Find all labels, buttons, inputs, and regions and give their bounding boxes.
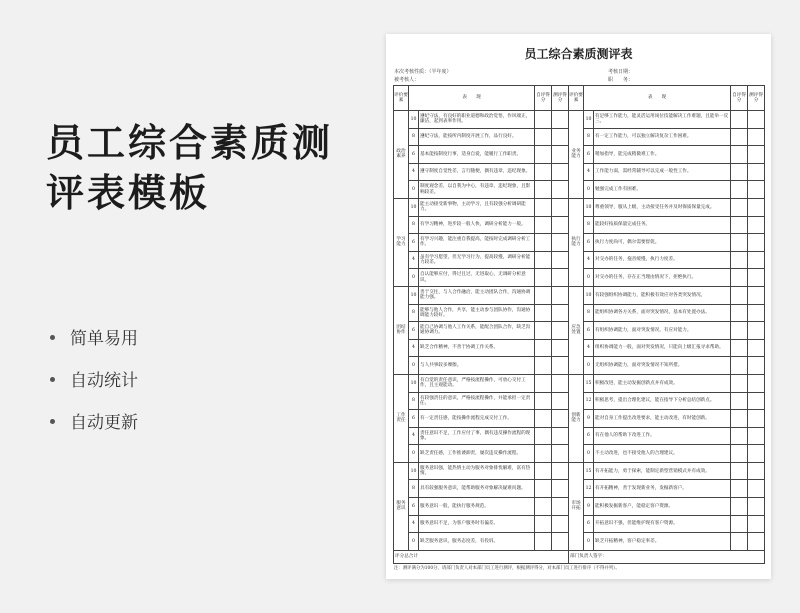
performance-description: 执行力度尚可，偶尔需要督促。 bbox=[594, 234, 731, 252]
self-score-cell bbox=[535, 480, 552, 498]
score-value: 4 bbox=[409, 163, 419, 181]
score-value: 0 bbox=[409, 269, 419, 287]
eval-score-cell bbox=[552, 216, 569, 234]
table-row bbox=[394, 462, 765, 480]
eval-score-cell bbox=[552, 304, 569, 322]
performance-description: 与人共事较多摩擦。 bbox=[419, 357, 535, 375]
score-value: 15 bbox=[584, 462, 594, 480]
eval-score-cell bbox=[748, 498, 765, 516]
score-value: 10 bbox=[584, 111, 594, 129]
score-value: 10 bbox=[409, 374, 419, 392]
category-name: 政治素养 bbox=[394, 111, 409, 199]
eval-score-cell bbox=[552, 374, 569, 392]
self-score-cell bbox=[535, 269, 552, 287]
eval-score-cell bbox=[552, 198, 569, 216]
self-score-cell bbox=[535, 445, 552, 463]
self-score-cell bbox=[535, 286, 552, 304]
eval-score-cell bbox=[748, 251, 765, 269]
performance-description: 不主动改进，也不接受他人的合理建议。 bbox=[594, 445, 731, 463]
score-value: 15 bbox=[584, 374, 594, 392]
self-score-cell bbox=[731, 515, 748, 533]
self-score-cell bbox=[731, 322, 748, 340]
eval-score-cell bbox=[552, 111, 569, 129]
score-value: 4 bbox=[409, 515, 419, 533]
self-score-cell bbox=[535, 357, 552, 375]
table-footer-row bbox=[394, 550, 765, 563]
score-value: 4 bbox=[409, 427, 419, 445]
score-value: 0 bbox=[409, 357, 419, 375]
score-value: 6 bbox=[409, 322, 419, 340]
banner-title bbox=[46, 118, 366, 218]
eval-score-cell bbox=[748, 286, 765, 304]
category-name: 创新能力 bbox=[569, 374, 584, 462]
document-title: 员工综合素质测评表 bbox=[524, 47, 633, 61]
performance-description: 组织协调能力一般，面对突发情况，只能向上级汇报寻求帮助。 bbox=[594, 339, 731, 357]
bullet-icon bbox=[50, 335, 55, 340]
score-value: 0 bbox=[409, 533, 419, 551]
self-score-cell bbox=[731, 269, 748, 287]
performance-description: 有在他人的帮助下改进工作。 bbox=[594, 427, 731, 445]
performance-description: 服务意识强，能热情主动为服务对象排忧解难，富有热情。 bbox=[419, 462, 535, 480]
eval-score-cell bbox=[748, 181, 765, 199]
eval-score-cell bbox=[748, 198, 765, 216]
performance-description: 有组织协调能力，面对突发情况，有应对能力。 bbox=[594, 322, 731, 340]
assessment-nature: 本次考核性质：（半年度） bbox=[394, 69, 452, 75]
performance-description: 有较强组织协调能力，能积极有效应对各类突发情况。 bbox=[594, 286, 731, 304]
eval-score-cell bbox=[748, 304, 765, 322]
self-score-cell bbox=[535, 533, 552, 551]
performance-description: 有学习精神，进步较一般人快，调研分析能力一般。 bbox=[419, 216, 535, 234]
self-score-cell bbox=[535, 515, 552, 533]
eval-score-cell bbox=[552, 533, 569, 551]
score-value: 0 bbox=[584, 357, 594, 375]
eval-score-cell bbox=[748, 128, 765, 146]
eval-score-cell bbox=[552, 392, 569, 410]
feature-label: 自动更新 bbox=[70, 413, 138, 433]
eval-score-cell bbox=[552, 322, 569, 340]
category-name: 团结协作 bbox=[394, 286, 409, 374]
score-value: 6 bbox=[409, 498, 419, 516]
header-self-score: 自评得分 bbox=[535, 86, 552, 111]
self-score-cell bbox=[535, 198, 552, 216]
score-value: 4 bbox=[584, 251, 594, 269]
self-score-cell bbox=[731, 357, 748, 375]
header-eval-score: 测评得分 bbox=[748, 86, 765, 111]
self-score-cell bbox=[731, 198, 748, 216]
score-value: 8 bbox=[584, 216, 594, 234]
table-row bbox=[394, 374, 765, 392]
self-score-cell bbox=[535, 462, 552, 480]
score-value: 8 bbox=[409, 128, 419, 146]
score-value: 8 bbox=[409, 216, 419, 234]
feature-label: 简单易用 bbox=[70, 329, 138, 349]
eval-score-cell bbox=[552, 427, 569, 445]
self-score-cell bbox=[535, 410, 552, 428]
header-description: 表 现 bbox=[584, 86, 731, 111]
score-value: 6 bbox=[584, 234, 594, 252]
feature-item bbox=[50, 360, 138, 402]
self-score-cell bbox=[535, 498, 552, 516]
score-value: 10 bbox=[584, 198, 594, 216]
self-score-cell bbox=[535, 392, 552, 410]
category-name: 市场开拓 bbox=[569, 462, 584, 550]
self-score-cell bbox=[731, 111, 748, 129]
performance-description: 能够与他人合作，共享，能主动参与团队协作，沟通协调能力较好。 bbox=[419, 304, 535, 322]
self-score-cell bbox=[731, 146, 748, 164]
performance-description: 缺乏开拓精神，客户稳定率差。 bbox=[594, 533, 731, 551]
category-name: 应急处置 bbox=[569, 286, 584, 374]
self-score-cell bbox=[731, 374, 748, 392]
self-score-cell bbox=[731, 498, 748, 516]
performance-description: 服务意识一般，能执行服务规范。 bbox=[419, 498, 535, 516]
score-value: 4 bbox=[409, 339, 419, 357]
self-score-cell bbox=[731, 427, 748, 445]
self-score-cell bbox=[535, 216, 552, 234]
score-value: 6 bbox=[584, 515, 594, 533]
eval-score-cell bbox=[552, 146, 569, 164]
eval-score-cell bbox=[552, 515, 569, 533]
eval-score-cell bbox=[552, 128, 569, 146]
performance-description: 有一定工作能力，可以独立解决复杂工作困难。 bbox=[594, 128, 731, 146]
eval-score-cell bbox=[552, 445, 569, 463]
self-score-cell bbox=[535, 163, 552, 181]
eval-score-cell bbox=[748, 163, 765, 181]
self-score-cell bbox=[535, 339, 552, 357]
assessee-label: 被考核人： bbox=[394, 77, 420, 83]
bullet-icon bbox=[50, 377, 55, 382]
performance-description: 稍加指导，能完成稍微难工作。 bbox=[594, 146, 731, 164]
performance-description: 对交办的任务，拖沓缓慢，执行力度差。 bbox=[594, 251, 731, 269]
score-value: 6 bbox=[584, 427, 594, 445]
table-header-row bbox=[394, 86, 765, 111]
performance-description: 勉强完成工作有困难。 bbox=[594, 181, 731, 199]
score-value: 10 bbox=[584, 286, 594, 304]
score-value: 10 bbox=[409, 462, 419, 480]
score-value: 4 bbox=[409, 251, 419, 269]
self-score-cell bbox=[731, 163, 748, 181]
performance-description: 有较强责任的意识，严格按流程操作，并能承担一定责任。 bbox=[419, 392, 535, 410]
self-score-cell bbox=[731, 339, 748, 357]
performance-description: 能组织协调各方关系，面对突发情况，基本有处置办法。 bbox=[594, 304, 731, 322]
self-score-cell bbox=[731, 128, 748, 146]
self-score-cell bbox=[731, 234, 748, 252]
performance-description: 对交办的任务，存在正当理由情况下，拒绝执行。 bbox=[594, 269, 731, 287]
eval-score-cell bbox=[552, 181, 569, 199]
eval-score-cell bbox=[552, 498, 569, 516]
performance-description: 责任意识不足，工作应付了事，偶有违反操作流程的现象。 bbox=[419, 427, 535, 445]
eval-score-cell bbox=[748, 234, 765, 252]
eval-score-cell bbox=[748, 445, 765, 463]
eval-score-cell bbox=[748, 339, 765, 357]
performance-description: 善于交往，与人合作融洽，能主动团队合作，沟通协调能力强。 bbox=[419, 286, 535, 304]
performance-description: 服务意识不足，为客户服务时有偏差。 bbox=[419, 515, 535, 533]
eval-score-cell bbox=[552, 286, 569, 304]
score-value: 6 bbox=[409, 234, 419, 252]
performance-description: 积极改进，能主动发掘创新点并有成效。 bbox=[594, 374, 731, 392]
self-score-cell bbox=[535, 146, 552, 164]
self-score-cell bbox=[535, 251, 552, 269]
score-value: 0 bbox=[584, 269, 594, 287]
self-score-cell bbox=[731, 392, 748, 410]
self-score-cell bbox=[535, 128, 552, 146]
category-name: 工作责任 bbox=[394, 374, 409, 462]
eval-score-cell bbox=[748, 374, 765, 392]
performance-description: 能较好按质保量完成任务。 bbox=[594, 216, 731, 234]
document-preview bbox=[386, 34, 771, 579]
header-category: 评价要素 bbox=[569, 86, 584, 111]
banner-title-line2: 评表模板 bbox=[46, 171, 211, 215]
performance-description: 有学习兴趣，能注重自我提高，能按时完成调研分析工作。 bbox=[419, 234, 535, 252]
self-score-cell bbox=[535, 322, 552, 340]
eval-score-cell bbox=[552, 339, 569, 357]
eval-score-cell bbox=[748, 322, 765, 340]
self-score-cell bbox=[731, 304, 748, 322]
eval-score-cell bbox=[748, 427, 765, 445]
eval-score-cell bbox=[748, 480, 765, 498]
score-value: 9 bbox=[584, 498, 594, 516]
performance-description: 有足够工作能力，能灵活运用岗位技能解决工作难题，且能举一反三。 bbox=[594, 111, 731, 129]
performance-description: 遵纪守法，有良好的职业道德和政治觉悟，作风端正，廉洁，起到表率作用。 bbox=[419, 111, 535, 129]
feature-list bbox=[50, 318, 138, 444]
self-score-cell bbox=[731, 286, 748, 304]
self-score-cell bbox=[535, 374, 552, 392]
category-name: 服务意识 bbox=[394, 462, 409, 550]
self-score-cell bbox=[731, 533, 748, 551]
performance-description: 能主动接受新事物，主动学习，且有较强分析调研能力。 bbox=[419, 198, 535, 216]
performance-description: 尊重领导，服从上级，主动接受任务并及时保质保量完成。 bbox=[594, 198, 731, 216]
self-score-cell bbox=[731, 462, 748, 480]
table-row bbox=[394, 111, 765, 129]
score-value: 8 bbox=[409, 392, 419, 410]
performance-description: 缺乏责任感，工作推诿卸责，屡次违反操作流程。 bbox=[419, 445, 535, 463]
performance-description: 能积极发掘新客户，能稳定客户资源。 bbox=[594, 498, 731, 516]
eval-score-cell bbox=[748, 533, 765, 551]
score-value: 6 bbox=[584, 322, 594, 340]
signature-label: 部门负责人签字： bbox=[569, 550, 765, 563]
performance-description: 遵守制度自觉性差，言行随便，偶有违章，违纪现象。 bbox=[419, 163, 535, 181]
eval-score-cell bbox=[748, 146, 765, 164]
feature-item bbox=[50, 402, 138, 444]
eval-score-cell bbox=[748, 111, 765, 129]
table-row bbox=[394, 286, 765, 304]
eval-score-cell bbox=[552, 357, 569, 375]
feature-label: 自动统计 bbox=[70, 371, 138, 391]
assessment-date-label: 考核日期： bbox=[608, 69, 634, 75]
score-value: 4 bbox=[584, 339, 594, 357]
score-value: 8 bbox=[409, 304, 419, 322]
performance-description: 有开拓能力，勇于探索，能制定新型营销模式并有成效。 bbox=[594, 462, 731, 480]
self-score-cell bbox=[731, 410, 748, 428]
eval-score-cell bbox=[552, 269, 569, 287]
self-score-cell bbox=[535, 234, 552, 252]
score-value: 4 bbox=[584, 163, 594, 181]
performance-description: 有自觉的责任意识，严格按流程操作，可放心交付工作，且主观能动。 bbox=[419, 374, 535, 392]
self-score-cell bbox=[731, 181, 748, 199]
eval-score-cell bbox=[552, 251, 569, 269]
score-value: 0 bbox=[584, 533, 594, 551]
self-score-cell bbox=[731, 251, 748, 269]
performance-description: 开拓意识不强，但能维护现有客户资源。 bbox=[594, 515, 731, 533]
score-value: 0 bbox=[409, 445, 419, 463]
performance-description: 具有较强服务意识，能帮助服务对象解决疑难问题。 bbox=[419, 480, 535, 498]
performance-description: 积极思考，提出合理化建议，能在指导下分析总结创新点。 bbox=[594, 392, 731, 410]
score-value: 10 bbox=[409, 286, 419, 304]
header-self-score: 自评得分 bbox=[731, 86, 748, 111]
total-score-label: 评分总合计 bbox=[394, 550, 569, 563]
performance-description: 基本能按制度行事，适身自爱，能履行工作职责。 bbox=[419, 146, 535, 164]
score-value: 0 bbox=[584, 445, 594, 463]
self-score-cell bbox=[731, 445, 748, 463]
performance-description: 能自己协调与他人工作关系，能配合团队合作，缺乏沟通协调力。 bbox=[419, 322, 535, 340]
score-value: 10 bbox=[409, 198, 419, 216]
footnote: 注：测评满分为100分，请部门负责人对本部门员工进行测评，根据测评得分，对本部门员工进行排序（不得并列）。 bbox=[394, 566, 620, 571]
self-score-cell bbox=[731, 480, 748, 498]
score-value: 0 bbox=[584, 181, 594, 199]
score-value: 12 bbox=[584, 480, 594, 498]
score-value: 8 bbox=[584, 304, 594, 322]
eval-score-cell bbox=[552, 410, 569, 428]
performance-description: 缺乏服务意识，服务态度差，有投诉。 bbox=[419, 533, 535, 551]
eval-score-cell bbox=[552, 163, 569, 181]
eval-score-cell bbox=[748, 357, 765, 375]
score-value: 8 bbox=[409, 480, 419, 498]
self-score-cell bbox=[731, 216, 748, 234]
score-value: 6 bbox=[409, 146, 419, 164]
eval-score-cell bbox=[748, 410, 765, 428]
score-value: 12 bbox=[584, 392, 594, 410]
score-value: 9 bbox=[584, 410, 594, 428]
performance-description: 工作能力弱，需经常辅导可以完成一般性工作。 bbox=[594, 163, 731, 181]
category-name: 学习能力 bbox=[394, 198, 409, 286]
header-eval-score: 测评得分 bbox=[552, 86, 569, 111]
header-category: 评价要素 bbox=[394, 86, 409, 111]
performance-description: 遵纪守法，能按所内制度开展工作，品行良好。 bbox=[419, 128, 535, 146]
eval-score-cell bbox=[748, 462, 765, 480]
eval-score-cell bbox=[748, 269, 765, 287]
banner-title-line1: 员工综合素质测 bbox=[46, 121, 334, 165]
self-score-cell bbox=[535, 181, 552, 199]
eval-score-cell bbox=[748, 515, 765, 533]
score-value: 10 bbox=[409, 111, 419, 129]
performance-description: 制度观念差，以自我为中心，有违章、违纪现象，且影响较差。 bbox=[419, 181, 535, 199]
self-score-cell bbox=[535, 427, 552, 445]
eval-score-cell bbox=[552, 480, 569, 498]
self-score-cell bbox=[535, 111, 552, 129]
performance-description: 自认能够应付，得过且过，无进取心，无调研分析意识。 bbox=[419, 269, 535, 287]
category-name: 执行能力 bbox=[569, 198, 584, 286]
feature-item bbox=[50, 318, 138, 360]
table-row bbox=[394, 198, 765, 216]
score-value: 0 bbox=[409, 181, 419, 199]
eval-score-cell bbox=[552, 234, 569, 252]
evaluation-table bbox=[393, 85, 765, 564]
score-value: 8 bbox=[584, 128, 594, 146]
score-value: 6 bbox=[584, 146, 594, 164]
eval-score-cell bbox=[748, 216, 765, 234]
performance-description: 能对自身工作提出改进要求，能主动改进，有时能创新。 bbox=[594, 410, 731, 428]
bullet-icon bbox=[50, 419, 55, 424]
category-name: 业务能力 bbox=[569, 111, 584, 199]
self-score-cell bbox=[535, 304, 552, 322]
performance-description: 缺乏合作精神，不善于协调工作关系。 bbox=[419, 339, 535, 357]
performance-description: 有一定责任感，能按操作流程完成交付工作。 bbox=[419, 410, 535, 428]
performance-description: 有开拓精神，善于发现新业务，发掘新客户。 bbox=[594, 480, 731, 498]
performance-description: 无组织协调能力，面对突发情况不知所措。 bbox=[594, 357, 731, 375]
performance-description: 虽有学习愿望，但无学习行为，提高较慢，调研分析能力较差。 bbox=[419, 251, 535, 269]
score-value: 6 bbox=[409, 410, 419, 428]
eval-score-cell bbox=[552, 462, 569, 480]
position-label: 职 务： bbox=[608, 77, 634, 83]
header-description: 表 现 bbox=[409, 86, 535, 111]
eval-score-cell bbox=[748, 392, 765, 410]
